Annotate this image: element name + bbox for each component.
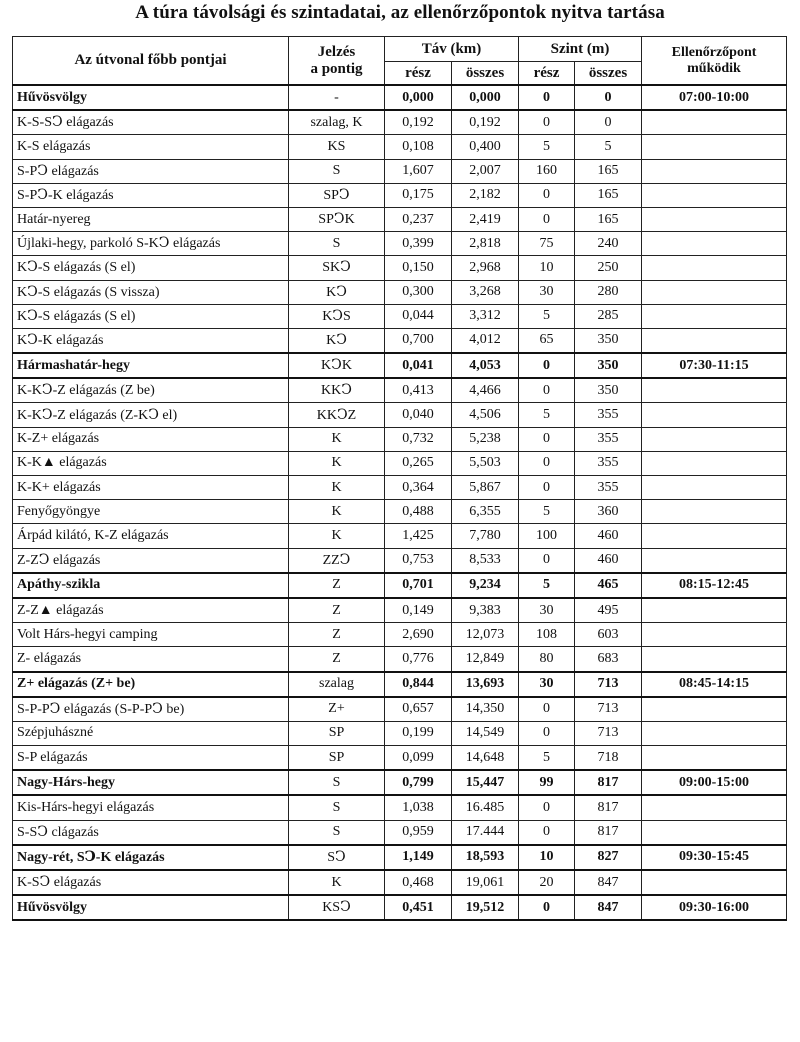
row-distance-total: 0,000 [452, 85, 519, 110]
row-elevation-total: 827 [575, 845, 642, 870]
row-marking: K [289, 870, 385, 895]
row-name: Kis-Hárs-hegyi elágazás [13, 795, 289, 820]
row-distance-total: 2,818 [452, 232, 519, 256]
row-distance-part: 0,701 [385, 573, 452, 598]
row-marking: KKↃZ [289, 403, 385, 427]
header-checkpoint [642, 37, 787, 86]
table-row [13, 427, 787, 451]
row-marking: KↃS [289, 304, 385, 328]
header-marking-line1: Jelzés [317, 43, 356, 60]
row-elevation-total: 465 [575, 573, 642, 598]
row-distance-total: 9,234 [452, 573, 519, 598]
row-elevation-part: 5 [519, 304, 575, 328]
row-name: Hármashatár-hegy [13, 353, 289, 378]
row-checkpoint-hours: 07:00-10:00 [642, 85, 787, 110]
row-elevation-part: 80 [519, 647, 575, 672]
row-name: Újlaki-hegy, parkoló S-KↃ elágazás [13, 232, 289, 256]
row-marking: K [289, 451, 385, 475]
checkpoint-row [13, 573, 787, 598]
row-name: Fenyőgyöngye [13, 500, 289, 524]
row-elevation-total: 460 [575, 524, 642, 548]
row-elevation-total: 847 [575, 870, 642, 895]
row-distance-total: 5,867 [452, 476, 519, 500]
row-distance-total: 4,012 [452, 328, 519, 353]
row-checkpoint-hours [642, 548, 787, 573]
row-distance-total: 4,506 [452, 403, 519, 427]
row-distance-total: 0,400 [452, 135, 519, 159]
row-distance-part: 0,959 [385, 820, 452, 845]
header-elevation-total: összes [575, 62, 642, 86]
table-row [13, 110, 787, 135]
row-checkpoint-hours [642, 403, 787, 427]
row-checkpoint-hours [642, 183, 787, 207]
row-elevation-total: 280 [575, 280, 642, 304]
row-marking: Z [289, 598, 385, 623]
page-title: A túra távolsági és szintadatai, az ellenőrzőpontok nyitva tartása [135, 2, 665, 23]
row-distance-part: 0,108 [385, 135, 452, 159]
table-row [13, 256, 787, 280]
table-row [13, 647, 787, 672]
row-name: KↃ-S elágazás (S el) [13, 304, 289, 328]
row-distance-total: 14,350 [452, 697, 519, 722]
row-elevation-total: 817 [575, 820, 642, 845]
row-marking: S [289, 232, 385, 256]
table-body [13, 85, 787, 920]
row-checkpoint-hours [642, 232, 787, 256]
row-distance-total: 12,849 [452, 647, 519, 672]
row-elevation-part: 5 [519, 403, 575, 427]
checkpoint-row [13, 353, 787, 378]
row-distance-part: 0,399 [385, 232, 452, 256]
row-distance-total: 17.444 [452, 820, 519, 845]
row-elevation-part: 30 [519, 280, 575, 304]
row-marking: S [289, 159, 385, 183]
row-name: Hűvösvölgy [13, 895, 289, 920]
row-checkpoint-hours [642, 524, 787, 548]
row-elevation-total: 350 [575, 328, 642, 353]
row-elevation-part: 0 [519, 895, 575, 920]
row-elevation-total: 713 [575, 672, 642, 697]
header-checkpoint-line1: Ellenőrzőpont [671, 44, 757, 60]
header-distance-part: rész [385, 62, 452, 86]
row-elevation-part: 30 [519, 598, 575, 623]
row-distance-part: 0,199 [385, 721, 452, 745]
row-name: Z+ elágazás (Z+ be) [13, 672, 289, 697]
row-distance-total: 2,968 [452, 256, 519, 280]
row-marking: K [289, 476, 385, 500]
row-elevation-total: 250 [575, 256, 642, 280]
row-name: K-KↃ-Z elágazás (Z-KↃ el) [13, 403, 289, 427]
row-marking: SↃ [289, 845, 385, 870]
row-checkpoint-hours [642, 721, 787, 745]
table-row [13, 183, 787, 207]
row-distance-total: 16.485 [452, 795, 519, 820]
row-marking: KↃK [289, 353, 385, 378]
row-name: Szépjuhászné [13, 721, 289, 745]
row-distance-total: 3,268 [452, 280, 519, 304]
row-checkpoint-hours [642, 304, 787, 328]
row-marking: K [289, 524, 385, 548]
row-marking: KSↃ [289, 895, 385, 920]
row-name: K-SↃ elágazás [13, 870, 289, 895]
row-elevation-part: 108 [519, 623, 575, 647]
row-checkpoint-hours: 07:30-11:15 [642, 353, 787, 378]
row-marking: szalag [289, 672, 385, 697]
row-distance-total: 19,061 [452, 870, 519, 895]
row-distance-total: 12,073 [452, 623, 519, 647]
row-name: KↃ-K elágazás [13, 328, 289, 353]
row-distance-part: 0,000 [385, 85, 452, 110]
row-marking: Z [289, 623, 385, 647]
table-row [13, 524, 787, 548]
row-distance-part: 0,265 [385, 451, 452, 475]
row-name: Apáthy-szikla [13, 573, 289, 598]
row-distance-total: 6,355 [452, 500, 519, 524]
row-elevation-part: 0 [519, 548, 575, 573]
row-distance-total: 4,053 [452, 353, 519, 378]
table-row [13, 721, 787, 745]
row-elevation-total: 495 [575, 598, 642, 623]
row-distance-part: 0,844 [385, 672, 452, 697]
row-elevation-total: 350 [575, 378, 642, 403]
route-table [12, 36, 787, 921]
header-route: Az útvonal főbb pontjai [13, 37, 289, 86]
row-elevation-total: 355 [575, 476, 642, 500]
row-distance-part: 0,413 [385, 378, 452, 403]
row-distance-part: 0,364 [385, 476, 452, 500]
row-elevation-total: 165 [575, 159, 642, 183]
row-distance-total: 4,466 [452, 378, 519, 403]
row-distance-total: 15,447 [452, 770, 519, 795]
row-elevation-part: 0 [519, 721, 575, 745]
row-distance-part: 0,041 [385, 353, 452, 378]
row-elevation-total: 360 [575, 500, 642, 524]
row-name: S-P elágazás [13, 746, 289, 771]
row-distance-total: 2,007 [452, 159, 519, 183]
row-distance-total: 19,512 [452, 895, 519, 920]
row-elevation-total: 355 [575, 427, 642, 451]
table-row [13, 135, 787, 159]
row-name: S-PↃ elágazás [13, 159, 289, 183]
checkpoint-row [13, 895, 787, 920]
row-checkpoint-hours [642, 451, 787, 475]
row-checkpoint-hours [642, 870, 787, 895]
row-distance-total: 14,648 [452, 746, 519, 771]
row-elevation-total: 718 [575, 746, 642, 771]
header-checkpoint-line2: működik [687, 60, 741, 76]
row-marking: - [289, 85, 385, 110]
row-checkpoint-hours [642, 598, 787, 623]
row-elevation-total: 683 [575, 647, 642, 672]
row-marking: K [289, 500, 385, 524]
row-name: K-KↃ-Z elágazás (Z be) [13, 378, 289, 403]
row-distance-total: 5,503 [452, 451, 519, 475]
row-elevation-part: 5 [519, 135, 575, 159]
header-distance-total: összes [452, 62, 519, 86]
row-distance-part: 1,038 [385, 795, 452, 820]
row-name: K-K+ elágazás [13, 476, 289, 500]
table-row [13, 451, 787, 475]
row-checkpoint-hours [642, 328, 787, 353]
row-marking: SKↃ [289, 256, 385, 280]
row-checkpoint-hours [642, 746, 787, 771]
row-elevation-part: 99 [519, 770, 575, 795]
row-name: Nagy-rét, SↃ-K elágazás [13, 845, 289, 870]
row-distance-part: 0,753 [385, 548, 452, 573]
row-distance-total: 5,238 [452, 427, 519, 451]
row-distance-part: 0,175 [385, 183, 452, 207]
row-elevation-part: 30 [519, 672, 575, 697]
row-distance-part: 0,700 [385, 328, 452, 353]
row-elevation-part: 0 [519, 697, 575, 722]
row-marking: Z+ [289, 697, 385, 722]
row-elevation-total: 460 [575, 548, 642, 573]
row-distance-total: 2,182 [452, 183, 519, 207]
row-marking: SPↃ [289, 183, 385, 207]
row-distance-part: 0,044 [385, 304, 452, 328]
table-row [13, 232, 787, 256]
row-elevation-part: 0 [519, 795, 575, 820]
row-checkpoint-hours [642, 623, 787, 647]
table-row [13, 548, 787, 573]
row-checkpoint-hours: 08:15-12:45 [642, 573, 787, 598]
row-marking: KↃ [289, 280, 385, 304]
row-marking: S [289, 770, 385, 795]
row-distance-part: 0,657 [385, 697, 452, 722]
header-elevation-part: rész [519, 62, 575, 86]
row-marking: KS [289, 135, 385, 159]
row-elevation-total: 713 [575, 721, 642, 745]
table-row [13, 280, 787, 304]
row-elevation-part: 0 [519, 85, 575, 110]
row-elevation-part: 65 [519, 328, 575, 353]
row-elevation-part: 20 [519, 870, 575, 895]
row-distance-part: 0,192 [385, 110, 452, 135]
row-elevation-total: 350 [575, 353, 642, 378]
row-elevation-total: 5 [575, 135, 642, 159]
row-distance-part: 0,099 [385, 746, 452, 771]
row-distance-part: 0,040 [385, 403, 452, 427]
row-checkpoint-hours: 08:45-14:15 [642, 672, 787, 697]
row-name: S-SↃ clágazás [13, 820, 289, 845]
row-elevation-total: 165 [575, 207, 642, 231]
row-marking: Z [289, 573, 385, 598]
row-checkpoint-hours [642, 256, 787, 280]
row-name: K-S-SↃ elágazás [13, 110, 289, 135]
table-row [13, 697, 787, 722]
row-distance-part: 0,451 [385, 895, 452, 920]
row-checkpoint-hours [642, 207, 787, 231]
row-distance-part: 0,732 [385, 427, 452, 451]
row-marking: Z [289, 647, 385, 672]
row-checkpoint-hours [642, 135, 787, 159]
row-checkpoint-hours [642, 280, 787, 304]
row-marking: KKↃ [289, 378, 385, 403]
row-distance-total: 13,693 [452, 672, 519, 697]
row-distance-part: 0,300 [385, 280, 452, 304]
table-row [13, 500, 787, 524]
header-distance: Táv (km) [385, 37, 519, 62]
row-marking: SPↃK [289, 207, 385, 231]
table-row [13, 328, 787, 353]
row-checkpoint-hours [642, 476, 787, 500]
checkpoint-row [13, 845, 787, 870]
row-name: Hűvösvölgy [13, 85, 289, 110]
row-distance-part: 1,607 [385, 159, 452, 183]
row-elevation-total: 817 [575, 770, 642, 795]
row-elevation-part: 0 [519, 378, 575, 403]
row-distance-part: 1,149 [385, 845, 452, 870]
checkpoint-row [13, 672, 787, 697]
row-elevation-total: 355 [575, 403, 642, 427]
row-checkpoint-hours [642, 647, 787, 672]
row-elevation-part: 0 [519, 183, 575, 207]
table-row [13, 623, 787, 647]
table-row [13, 795, 787, 820]
row-marking: KↃ [289, 328, 385, 353]
row-name: K-Z+ elágazás [13, 427, 289, 451]
row-name: KↃ-S elágazás (S el) [13, 256, 289, 280]
header-marking-line2: a pontig [310, 60, 363, 77]
row-distance-total: 8,533 [452, 548, 519, 573]
row-name: KↃ-S elágazás (S vissza) [13, 280, 289, 304]
row-distance-part: 2,690 [385, 623, 452, 647]
row-elevation-part: 160 [519, 159, 575, 183]
row-name: Z-Z▲ elágazás [13, 598, 289, 623]
checkpoint-row [13, 770, 787, 795]
table-row [13, 159, 787, 183]
row-checkpoint-hours [642, 378, 787, 403]
row-distance-total: 9,383 [452, 598, 519, 623]
row-distance-part: 0,149 [385, 598, 452, 623]
row-name: Volt Hárs-hegyi camping [13, 623, 289, 647]
row-elevation-total: 285 [575, 304, 642, 328]
row-distance-part: 0,799 [385, 770, 452, 795]
row-elevation-total: 355 [575, 451, 642, 475]
row-distance-part: 0,237 [385, 207, 452, 231]
row-elevation-part: 5 [519, 573, 575, 598]
table-row [13, 378, 787, 403]
row-checkpoint-hours [642, 820, 787, 845]
header-marking [289, 37, 385, 86]
row-distance-total: 7,780 [452, 524, 519, 548]
row-elevation-total: 817 [575, 795, 642, 820]
row-name: Z-ZↃ elágazás [13, 548, 289, 573]
row-distance-total: 14,549 [452, 721, 519, 745]
table-row [13, 746, 787, 771]
row-elevation-total: 240 [575, 232, 642, 256]
row-name: K-K▲ elágazás [13, 451, 289, 475]
row-elevation-total: 165 [575, 183, 642, 207]
row-elevation-part: 0 [519, 476, 575, 500]
row-elevation-part: 5 [519, 500, 575, 524]
row-name: K-S elágazás [13, 135, 289, 159]
row-distance-total: 2,419 [452, 207, 519, 231]
row-distance-total: 0,192 [452, 110, 519, 135]
row-checkpoint-hours: 09:00-15:00 [642, 770, 787, 795]
table-row [13, 207, 787, 231]
row-elevation-part: 0 [519, 207, 575, 231]
table-row [13, 598, 787, 623]
table-row [13, 403, 787, 427]
row-distance-part: 0,488 [385, 500, 452, 524]
row-distance-part: 0,468 [385, 870, 452, 895]
row-elevation-total: 603 [575, 623, 642, 647]
row-elevation-part: 0 [519, 820, 575, 845]
row-name: Árpád kilátó, K-Z elágazás [13, 524, 289, 548]
row-elevation-total: 847 [575, 895, 642, 920]
row-name: S-P-PↃ elágazás (S-P-PↃ be) [13, 697, 289, 722]
table-row [13, 304, 787, 328]
row-elevation-part: 10 [519, 256, 575, 280]
checkpoint-row [13, 85, 787, 110]
row-elevation-part: 5 [519, 746, 575, 771]
row-checkpoint-hours [642, 427, 787, 451]
header-row-top [13, 37, 787, 62]
header-elevation: Szint (m) [519, 37, 642, 62]
row-name: Z- elágazás [13, 647, 289, 672]
row-elevation-part: 10 [519, 845, 575, 870]
row-checkpoint-hours: 09:30-15:45 [642, 845, 787, 870]
row-elevation-part: 100 [519, 524, 575, 548]
row-elevation-total: 713 [575, 697, 642, 722]
row-name: S-PↃ-K elágazás [13, 183, 289, 207]
row-elevation-part: 75 [519, 232, 575, 256]
row-marking: K [289, 427, 385, 451]
row-marking: ZZↃ [289, 548, 385, 573]
row-elevation-part: 0 [519, 451, 575, 475]
row-name: Nagy-Hárs-hegy [13, 770, 289, 795]
table-row [13, 476, 787, 500]
table-row [13, 870, 787, 895]
row-checkpoint-hours [642, 110, 787, 135]
table-row [13, 820, 787, 845]
row-checkpoint-hours [642, 159, 787, 183]
row-distance-total: 18,593 [452, 845, 519, 870]
row-checkpoint-hours [642, 697, 787, 722]
row-elevation-part: 0 [519, 353, 575, 378]
row-checkpoint-hours [642, 500, 787, 524]
row-distance-part: 1,425 [385, 524, 452, 548]
row-marking: S [289, 820, 385, 845]
row-elevation-part: 0 [519, 110, 575, 135]
row-marking: SP [289, 721, 385, 745]
row-checkpoint-hours: 09:30-16:00 [642, 895, 787, 920]
row-marking: SP [289, 746, 385, 771]
row-checkpoint-hours [642, 795, 787, 820]
row-elevation-total: 0 [575, 110, 642, 135]
row-name: Határ-nyereg [13, 207, 289, 231]
row-distance-part: 0,150 [385, 256, 452, 280]
row-marking: S [289, 795, 385, 820]
row-elevation-total: 0 [575, 85, 642, 110]
row-elevation-part: 0 [519, 427, 575, 451]
row-distance-total: 3,312 [452, 304, 519, 328]
row-distance-part: 0,776 [385, 647, 452, 672]
row-marking: szalag, K [289, 110, 385, 135]
